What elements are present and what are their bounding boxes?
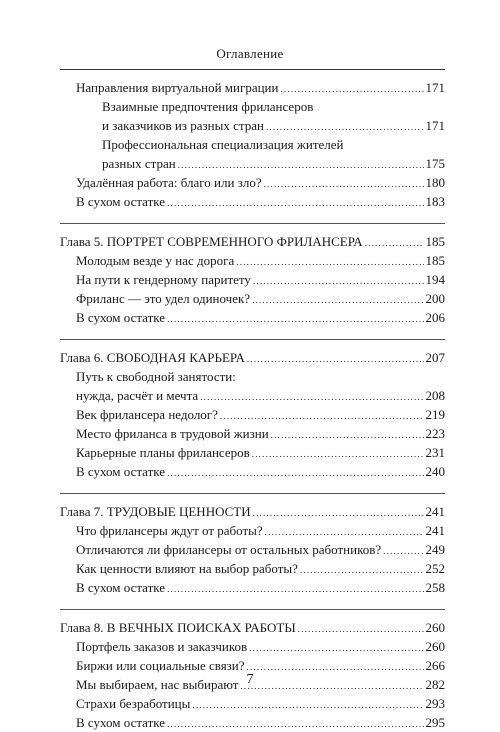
toc-entry[interactable] — [60, 443, 445, 462]
dot-leader — [280, 78, 423, 97]
toc-entry-page: 185 — [425, 253, 445, 268]
chapter-title: Глава 5. ПОРТРЕТ СОВРЕМЕННОГО ФРИЛАНСЕРА — [60, 234, 363, 249]
toc-entry[interactable] — [60, 462, 445, 481]
toc-entry-page: 252 — [425, 561, 445, 576]
toc-entry-title: Страхи безработицы — [76, 696, 191, 711]
dot-leader — [167, 578, 423, 597]
chapter-heading[interactable] — [60, 348, 445, 367]
toc-entry-page: 183 — [425, 194, 445, 209]
dot-leader — [236, 251, 423, 270]
toc-entry-page: 194 — [425, 272, 445, 287]
dot-leader — [266, 116, 424, 135]
dot-leader — [264, 173, 424, 192]
toc-entry-title: В сухом остатке — [76, 310, 166, 325]
chapter-title: Глава 7. ТРУДОВЫЕ ЦЕННОСТИ — [60, 504, 251, 519]
toc-entry-page: 223 — [425, 426, 445, 441]
toc-entry[interactable] — [60, 521, 445, 540]
toc-entry-page: 171 — [425, 80, 445, 95]
chapter-title: Глава 8. В ВЕЧНЫХ ПОИСКАХ РАБОТЫ — [60, 620, 296, 635]
chapter-heading[interactable] — [60, 502, 445, 521]
toc-entry-page: 175 — [425, 156, 445, 171]
toc-entry[interactable] — [60, 154, 445, 173]
dot-leader — [220, 405, 424, 424]
chapter-page: 185 — [425, 234, 445, 249]
toc-entry-title: Век фрилансера недолог? — [76, 407, 218, 422]
toc-entry-page: 171 — [425, 118, 445, 133]
intro-block — [60, 78, 445, 211]
toc-entry[interactable] — [60, 694, 445, 713]
header-rule — [60, 69, 445, 70]
chapter-page: 260 — [425, 620, 445, 635]
toc-entry-title: Биржи или социальные связи? — [76, 658, 245, 673]
chapter-6 — [60, 339, 445, 481]
toc-entry-line: Взаимные предпочтения фрилансеров — [102, 99, 314, 114]
toc-entry-title: Карьерные планы фрилансеров — [76, 445, 250, 460]
dot-leader — [365, 232, 424, 251]
toc-entry[interactable] — [60, 173, 445, 192]
dot-leader — [252, 289, 423, 308]
toc-entry-page: 206 — [425, 310, 445, 325]
dot-leader — [253, 270, 424, 289]
toc-entry-page: 241 — [425, 523, 445, 538]
chapter-5 — [60, 223, 445, 327]
toc-entry[interactable] — [60, 270, 445, 289]
toc-entry-page: 293 — [425, 696, 445, 711]
chapter-page: 241 — [425, 504, 445, 519]
dot-leader — [271, 424, 424, 443]
toc-entry[interactable] — [60, 251, 445, 270]
toc-entry-line: Путь к свободной занятости: — [76, 369, 236, 384]
toc-entry[interactable] — [60, 713, 445, 732]
toc-entry-title: Направления виртуальной миграции — [76, 80, 279, 95]
toc-entry-page: 266 — [425, 658, 445, 673]
chapter-heading[interactable] — [60, 232, 445, 251]
toc-entry-title: Отличаются ли фрилансеры от остальных работников? — [76, 542, 382, 557]
toc-entry[interactable] — [60, 116, 445, 135]
toc-entry-title: нужда, расчёт и мечта — [76, 388, 199, 403]
dot-leader — [167, 308, 423, 327]
toc-entry-title: Мы выбираем, нас выбирают — [76, 677, 239, 692]
page-number: 7 — [246, 672, 254, 687]
toc-entry-page: 208 — [425, 388, 445, 403]
dot-leader — [249, 637, 423, 656]
toc-entry-page: 231 — [425, 445, 445, 460]
toc-entry[interactable] — [60, 578, 445, 597]
dot-leader — [178, 154, 424, 173]
chapter-7 — [60, 493, 445, 597]
toc-entry-title: В сухом остатке — [76, 715, 166, 730]
toc-entry[interactable] — [60, 559, 445, 578]
toc-entry-title: и заказчиков из разных стран — [102, 118, 264, 133]
chapter-8 — [60, 609, 445, 732]
toc-entry-title: В сухом остатке — [76, 580, 166, 595]
toc-entry-title: Что фрилансеры ждут от работы? — [76, 523, 263, 538]
toc-entry[interactable] — [60, 386, 445, 405]
toc-entry-page: 219 — [425, 407, 445, 422]
toc-entry[interactable] — [60, 637, 445, 656]
toc-entry-title: Фриланс — это удел одиночек? — [76, 291, 251, 306]
toc-entry-page: 249 — [425, 542, 445, 557]
toc-entry-page: 240 — [425, 464, 445, 479]
toc-entry[interactable] — [60, 405, 445, 424]
toc-entry-page: 258 — [425, 580, 445, 595]
chapter-page: 207 — [425, 350, 445, 365]
dot-leader — [192, 694, 423, 713]
running-header: Оглавление — [216, 46, 284, 61]
dot-leader — [383, 540, 423, 559]
toc-entry[interactable] — [60, 192, 445, 211]
dot-leader — [253, 502, 424, 521]
toc-entry-page: 295 — [425, 715, 445, 730]
toc-entry[interactable] — [60, 289, 445, 308]
toc-entry-page: 180 — [425, 175, 445, 190]
toc-entry-title: В сухом остатке — [76, 194, 166, 209]
toc-entry[interactable] — [60, 78, 445, 97]
toc-entry-page: 282 — [425, 677, 445, 692]
toc-entry-title: Портфель заказов и заказчиков — [76, 639, 248, 654]
toc-entry-title: В сухом остатке — [76, 464, 166, 479]
toc-entry[interactable] — [60, 308, 445, 327]
toc-entry-title: Удалённая работа: благо или зло? — [76, 175, 262, 190]
dot-leader — [265, 521, 424, 540]
toc-entry-title: Как ценности влияют на выбор работы? — [76, 561, 298, 576]
dot-leader — [252, 443, 424, 462]
dot-leader — [247, 348, 424, 367]
toc-entry-page: 260 — [425, 639, 445, 654]
dot-leader — [167, 462, 423, 481]
toc-entry-page: 200 — [425, 291, 445, 306]
dot-leader — [167, 192, 423, 211]
dot-leader — [298, 618, 424, 637]
toc-entry[interactable] — [60, 424, 445, 443]
dot-leader — [167, 713, 423, 732]
chapter-heading[interactable] — [60, 618, 445, 637]
toc-entry-title: Молодым везде у нас дорога — [76, 253, 235, 268]
toc-entry-title: Место фриланса в трудовой жизни — [76, 426, 269, 441]
table-of-contents — [60, 78, 445, 732]
toc-entry-title: разных стран — [102, 156, 176, 171]
chapter-title: Глава 6. СВОБОДНАЯ КАРЬЕРА — [60, 350, 245, 365]
dot-leader — [200, 386, 423, 405]
toc-entry-line: Профессиональная специализация жителей — [102, 137, 344, 152]
toc-entry[interactable] — [60, 540, 445, 559]
toc-entry-title: На пути к гендерному паритету — [76, 272, 251, 287]
dot-leader — [300, 559, 424, 578]
